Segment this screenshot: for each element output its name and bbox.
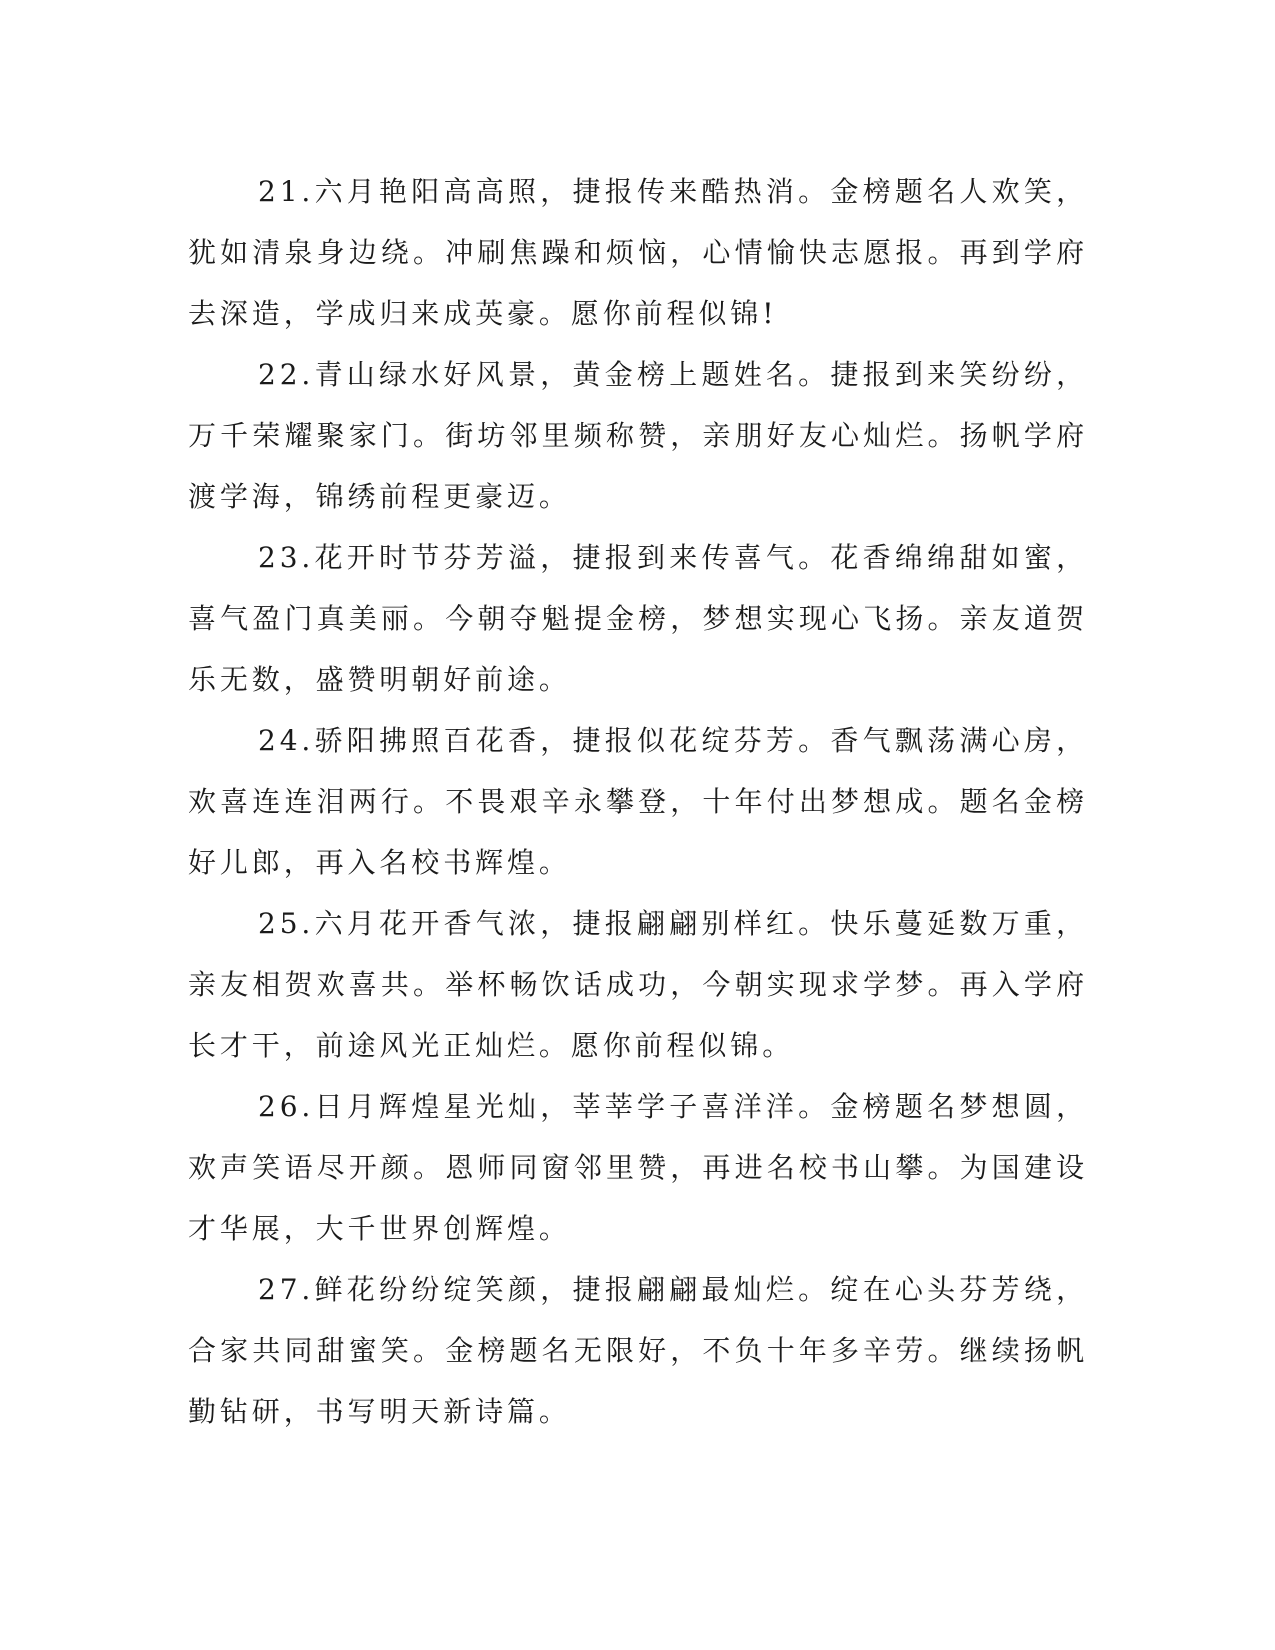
paragraph-24: 24.骄阳拂照百花香，捷报似花绽芬芳。香气飘荡满心房，欢喜连连泪两行。不畏艰辛永攀登，十年付出梦想成。题名金榜好儿郎，再入名校书辉煌。 <box>188 724 1088 879</box>
paragraph-26: 26.日月辉煌星光灿，莘莘学子喜洋洋。金榜题名梦想圆，欢声笑语尽开颜。恩师同窗邻里赞，再进名校书山攀。为国建设才华展，大千世界创辉煌。 <box>188 1090 1088 1245</box>
paragraph-22: 22.青山绿水好风景，黄金榜上题姓名。捷报到来笑纷纷，万千荣耀聚家门。街坊邻里频称赞，亲朋好友心灿烂。扬帆学府渡学海，锦绣前程更豪迈。 <box>188 358 1088 513</box>
paragraph-23: 23.花开时节芬芳溢，捷报到来传喜气。花香绵绵甜如蜜，喜气盈门真美丽。今朝夺魁提金榜，梦想实现心飞扬。亲友道贺乐无数，盛赞明朝好前途。 <box>188 541 1088 696</box>
paragraph-25: 25.六月花开香气浓，捷报翩翩别样红。快乐蔓延数万重，亲友相贺欢喜共。举杯畅饮话成功，今朝实现求学梦。再入学府长才干，前途风光正灿烂。愿你前程似锦。 <box>188 907 1088 1062</box>
document-body <box>188 161 1088 1442</box>
paragraph-27: 27.鲜花纷纷绽笑颜，捷报翩翩最灿烂。绽在心头芬芳绕，合家共同甜蜜笑。金榜题名无限好，不负十年多辛劳。继续扬帆勤钻研，书写明天新诗篇。 <box>188 1273 1088 1428</box>
paragraph-21: 21.六月艳阳高高照，捷报传来酷热消。金榜题名人欢笑，犹如清泉身边绕。冲刷焦躁和烦恼，心情愉快志愿报。再到学府去深造，学成归来成英豪。愿你前程似锦! <box>188 175 1088 330</box>
